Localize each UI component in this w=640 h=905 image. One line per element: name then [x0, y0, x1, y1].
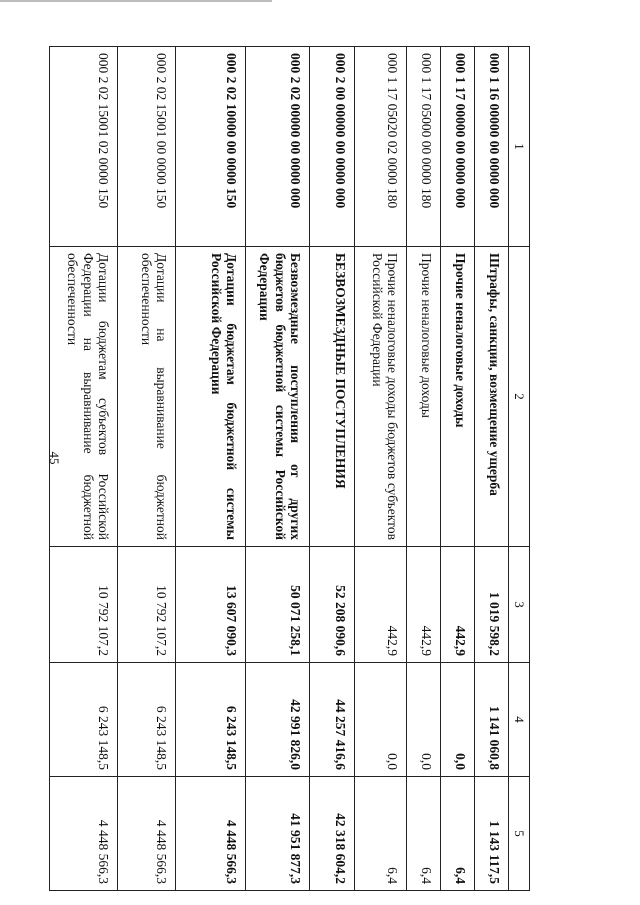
- amount-col3-cell: 442,9: [407, 547, 441, 663]
- revenue-name-cell: Штрафы, санкции, возмещение ущерба: [475, 247, 509, 547]
- amount-col4-cell: 6 243 148,5: [118, 663, 176, 777]
- amount-col3-cell: 52 208 090,6: [310, 547, 355, 663]
- budget-code-cell: 000 1 17 00000 00 0000 000: [441, 47, 475, 247]
- budget-code-cell: 000 2 02 15001 02 0000 150: [50, 47, 118, 247]
- table-row: [407, 47, 441, 891]
- table-row: [441, 47, 475, 891]
- revenue-name-cell: Дотации бюджетам субъектов Российской Федерации на выравнивание бюджетной обеспеченности: [50, 247, 118, 547]
- amount-col5-cell: 42 318 604,2: [310, 777, 355, 891]
- scan-edge-line: [0, 0, 272, 2]
- amount-col4-cell: 42 991 826,0: [246, 663, 310, 777]
- amount-col3-cell: 442,9: [441, 547, 475, 663]
- budget-code-cell: 000 2 02 10000 00 0000 150: [176, 47, 246, 247]
- amount-col4-cell: 1 141 060,8: [475, 663, 509, 777]
- column-number-row: [509, 47, 530, 891]
- table-row: [176, 47, 246, 891]
- budget-code-cell: 000 2 02 00000 00 0000 000: [246, 47, 310, 247]
- amount-col3-cell: 442,9: [355, 547, 407, 663]
- rotated-table-wrapper: [65, 46, 530, 890]
- amount-col5-cell: 6,4: [441, 777, 475, 891]
- amount-col5-cell: 6,4: [407, 777, 441, 891]
- amount-col4-cell: 0,0: [407, 663, 441, 777]
- revenue-name-cell: Безвозмездные поступления от других бюджетов бюджетной системы Российской Федерации: [246, 247, 310, 547]
- amount-col3-cell: 10 792 107,2: [50, 547, 118, 663]
- amount-col4-cell: 6 243 148,5: [50, 663, 118, 777]
- table-row: [246, 47, 310, 891]
- amount-col5-cell: 4 448 566,3: [176, 777, 246, 891]
- column-number-cell: 2: [509, 247, 530, 547]
- amount-col5-cell: 4 448 566,3: [50, 777, 118, 891]
- amount-col5-cell: 6,4: [355, 777, 407, 891]
- amount-col4-cell: 0,0: [441, 663, 475, 777]
- table-row: [118, 47, 176, 891]
- column-number-cell: 4: [509, 663, 530, 777]
- amount-col3-cell: 10 792 107,2: [118, 547, 176, 663]
- amount-col4-cell: 6 243 148,5: [176, 663, 246, 777]
- revenue-name-cell: Дотации бюджетам бюджетной системы Российской Федерации: [176, 247, 246, 547]
- revenue-name-cell: БЕЗВОЗМЕЗДНЫЕ ПОСТУПЛЕНИЯ: [310, 247, 355, 547]
- page-number: 45: [47, 451, 62, 465]
- revenue-name-cell: Прочие неналоговые доходы бюджетов субъектов Российской Федерации: [355, 247, 407, 547]
- amount-col4-cell: 0,0: [355, 663, 407, 777]
- table-row: [355, 47, 407, 891]
- revenue-name-cell: Прочие неналоговые доходы: [407, 247, 441, 547]
- column-number-cell: 3: [509, 547, 530, 663]
- amount-col4-cell: 44 257 416,6: [310, 663, 355, 777]
- table-row: [310, 47, 355, 891]
- amount-col3-cell: 50 071 258,1: [246, 547, 310, 663]
- budget-code-cell: 000 1 17 05020 02 0000 180: [355, 47, 407, 247]
- amount-col3-cell: 1 019 598,2: [475, 547, 509, 663]
- revenue-name-cell: Прочие неналоговые доходы: [441, 247, 475, 547]
- budget-code-cell: 000 2 00 00000 00 0000 000: [310, 47, 355, 247]
- table-row: [50, 47, 118, 891]
- budget-code-cell: 000 2 02 15001 00 0000 150: [118, 47, 176, 247]
- budget-revenue-table: [50, 46, 531, 891]
- amount-col5-cell: 1 143 117,5: [475, 777, 509, 891]
- amount-col3-cell: 13 607 090,3: [176, 547, 246, 663]
- amount-col5-cell: 4 448 566,3: [118, 777, 176, 891]
- revenue-name-cell: Дотации на выравнивание бюджетной обеспеченности: [118, 247, 176, 547]
- budget-code-cell: 000 1 16 00000 00 0000 000: [475, 47, 509, 247]
- table-row: [475, 47, 509, 891]
- column-number-cell: 1: [509, 47, 530, 247]
- amount-col5-cell: 41 951 877,3: [246, 777, 310, 891]
- budget-code-cell: 000 1 17 05000 00 0000 180: [407, 47, 441, 247]
- column-number-cell: 5: [509, 777, 530, 891]
